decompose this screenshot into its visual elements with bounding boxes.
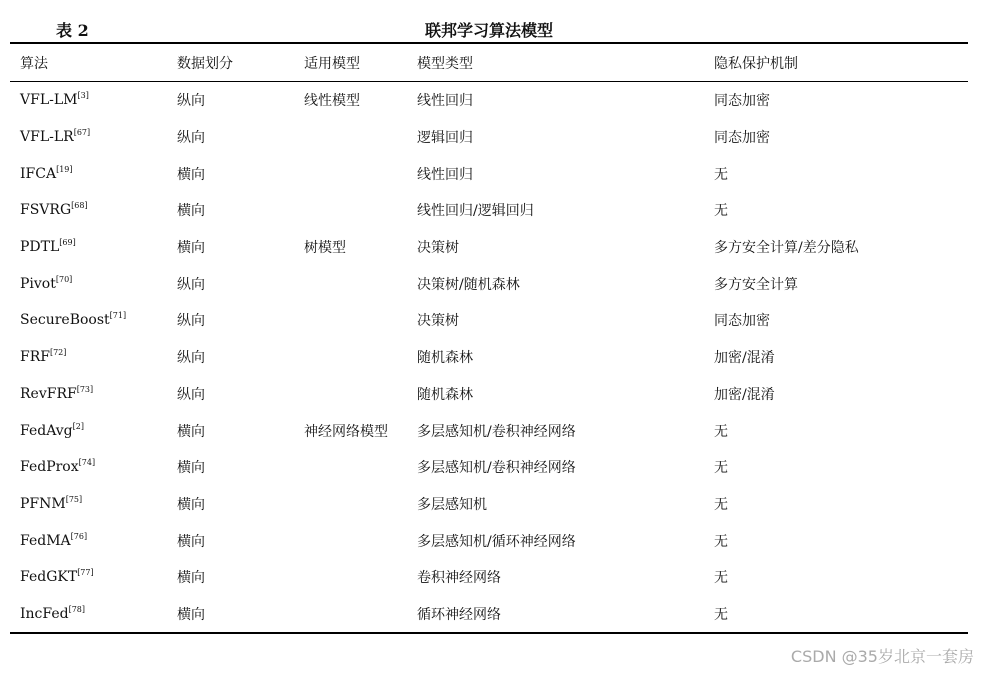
cell-model-type: 线性回归 [417, 166, 473, 183]
cell-privacy-mechanism: 多方安全计算/差分隐私 [714, 240, 859, 257]
cell-applicable-model [294, 559, 407, 596]
cell-data-partition: 横向 [177, 166, 205, 183]
cell-applicable-model: 树模型 [304, 240, 346, 257]
cell-privacy-mechanism: 加密/混淆 [714, 350, 775, 367]
cell-algorithm [10, 302, 167, 339]
algorithm-name: FedAvg [20, 422, 73, 439]
algorithm-name: FedMA [20, 532, 71, 549]
cell-data-partition: 纵向 [177, 350, 205, 367]
citation-ref: [72] [49, 348, 67, 358]
cell-data-partition: 横向 [177, 240, 205, 257]
algorithm-name: VFL-LR [20, 129, 74, 146]
citation-ref: [76] [70, 531, 88, 541]
cell-algorithm [10, 559, 167, 596]
algorithm-name: PFNM [20, 495, 66, 512]
algorithm-name: VFL-LM [20, 92, 78, 109]
citation-ref: [78] [68, 604, 86, 614]
cell-algorithm [10, 522, 167, 559]
citation-ref: [75] [65, 494, 83, 504]
cell-model-type: 线性回归/逻辑回归 [417, 203, 534, 220]
cell-applicable-model: 神经网络模型 [304, 423, 388, 440]
cell-model-type: 逻辑回归 [417, 130, 473, 147]
cell-data-partition: 纵向 [177, 276, 205, 293]
cell-algorithm [10, 229, 167, 266]
cell-data-partition: 纵向 [177, 313, 205, 330]
cell-model-type: 多层感知机/卷积神经网络 [417, 460, 576, 477]
cell-algorithm [10, 486, 167, 523]
cell-privacy-mechanism: 同态加密 [714, 130, 770, 147]
header-algorithm: 算法 [20, 55, 48, 72]
table-row [10, 229, 968, 266]
citation-ref: [3] [77, 91, 89, 101]
table-row [10, 522, 968, 559]
cell-privacy-mechanism: 同态加密 [714, 93, 770, 110]
algorithm-name: FSVRG [20, 202, 72, 219]
cell-data-partition: 横向 [177, 606, 205, 623]
cell-applicable-model [294, 522, 407, 559]
cell-data-partition: 横向 [177, 203, 205, 220]
table-caption [10, 14, 968, 42]
cell-privacy-mechanism: 无 [714, 533, 728, 550]
cell-privacy-mechanism: 同态加密 [714, 313, 770, 330]
citation-ref: [73] [76, 384, 94, 394]
cell-applicable-model [294, 376, 407, 413]
citation-ref: [71] [109, 311, 127, 321]
citation-ref: [19] [56, 164, 73, 174]
cell-model-type: 卷积神经网络 [417, 570, 501, 587]
cell-data-partition: 横向 [177, 423, 205, 440]
citation-ref: [74] [78, 458, 96, 468]
algorithm-name: IFCA [20, 165, 57, 182]
citation-ref: [2] [72, 421, 84, 431]
table-row [10, 265, 968, 302]
header-data-partition: 数据划分 [177, 55, 233, 72]
cell-model-type: 随机森林 [417, 386, 473, 403]
cell-privacy-mechanism: 无 [714, 203, 728, 220]
table-row [10, 596, 968, 633]
header-row [10, 44, 968, 82]
cell-model-type: 决策树/随机森林 [417, 276, 520, 293]
cell-data-partition: 纵向 [177, 130, 205, 147]
cell-privacy-mechanism: 无 [714, 460, 728, 477]
cell-privacy-mechanism: 无 [714, 570, 728, 587]
table-number: 表 2 [56, 21, 89, 40]
cell-privacy-mechanism: 加密/混淆 [714, 386, 775, 403]
table-row [10, 192, 968, 229]
cell-algorithm [10, 412, 167, 449]
cell-algorithm [10, 155, 167, 192]
cell-applicable-model [294, 302, 407, 339]
citation-ref: [68] [71, 201, 88, 211]
table-header [10, 44, 968, 82]
cell-privacy-mechanism: 无 [714, 166, 728, 183]
table-row [10, 339, 968, 376]
table-row [10, 302, 968, 339]
citation-ref: [77] [77, 568, 94, 578]
cell-data-partition: 横向 [177, 533, 205, 550]
header-applicable-model: 适用模型 [304, 55, 360, 72]
cell-data-partition: 横向 [177, 460, 205, 477]
cell-applicable-model [294, 486, 407, 523]
cell-algorithm [10, 596, 167, 633]
algorithm-table [10, 44, 968, 632]
cell-algorithm [10, 376, 167, 413]
watermark: CSDN @35岁北京一套房 [790, 647, 974, 666]
table-row [10, 412, 968, 449]
cell-algorithm [10, 449, 167, 486]
cell-model-type: 多层感知机/循环神经网络 [417, 533, 576, 550]
citation-ref: [69] [59, 238, 76, 248]
table-row [10, 559, 968, 596]
cell-privacy-mechanism: 无 [714, 423, 728, 440]
cell-data-partition: 纵向 [177, 386, 205, 403]
table-row [10, 449, 968, 486]
header-model-type: 模型类型 [417, 55, 473, 72]
cell-privacy-mechanism: 无 [714, 606, 728, 623]
cell-data-partition: 横向 [177, 496, 205, 513]
table-row [10, 155, 968, 192]
cell-algorithm [10, 82, 167, 119]
cell-model-type: 多层感知机/卷积神经网络 [417, 423, 576, 440]
cell-applicable-model [294, 119, 407, 156]
algorithm-name: SecureBoost [20, 312, 110, 329]
cell-model-type: 决策树 [417, 240, 459, 257]
table-row [10, 376, 968, 413]
cell-data-partition: 纵向 [177, 93, 205, 110]
bottom-rule [10, 632, 968, 634]
cell-applicable-model [294, 596, 407, 633]
table-row [10, 119, 968, 156]
cell-applicable-model [294, 449, 407, 486]
table-row [10, 486, 968, 523]
cell-applicable-model [294, 192, 407, 229]
table-container [10, 14, 968, 634]
cell-model-type: 决策树 [417, 313, 459, 330]
header-privacy-mechanism: 隐私保护机制 [714, 55, 798, 72]
cell-model-type: 线性回归 [417, 93, 473, 110]
cell-data-partition: 横向 [177, 570, 205, 587]
cell-model-type: 多层感知机 [417, 496, 487, 513]
cell-applicable-model: 线性模型 [304, 93, 360, 110]
citation-ref: [67] [73, 128, 91, 138]
cell-applicable-model [294, 265, 407, 302]
algorithm-name: RevFRF [20, 385, 77, 402]
table-row [10, 82, 968, 119]
cell-applicable-model [294, 155, 407, 192]
cell-algorithm [10, 339, 167, 376]
table-title: 联邦学习算法模型 [424, 21, 553, 40]
cell-privacy-mechanism: 无 [714, 496, 728, 513]
algorithm-name: FedGKT [20, 569, 78, 586]
algorithm-name: FRF [20, 349, 50, 366]
cell-algorithm [10, 192, 167, 229]
cell-algorithm [10, 265, 167, 302]
algorithm-name: Pivot [20, 275, 56, 292]
citation-ref: [70] [55, 274, 73, 284]
cell-algorithm [10, 119, 167, 156]
cell-applicable-model [294, 339, 407, 376]
cell-privacy-mechanism: 多方安全计算 [714, 276, 798, 293]
algorithm-name: PDTL [20, 239, 60, 256]
cell-model-type: 随机森林 [417, 350, 473, 367]
algorithm-name: FedProx [20, 459, 79, 476]
table-body [10, 82, 968, 632]
algorithm-name: IncFed [20, 605, 69, 622]
cell-model-type: 循环神经网络 [417, 606, 501, 623]
